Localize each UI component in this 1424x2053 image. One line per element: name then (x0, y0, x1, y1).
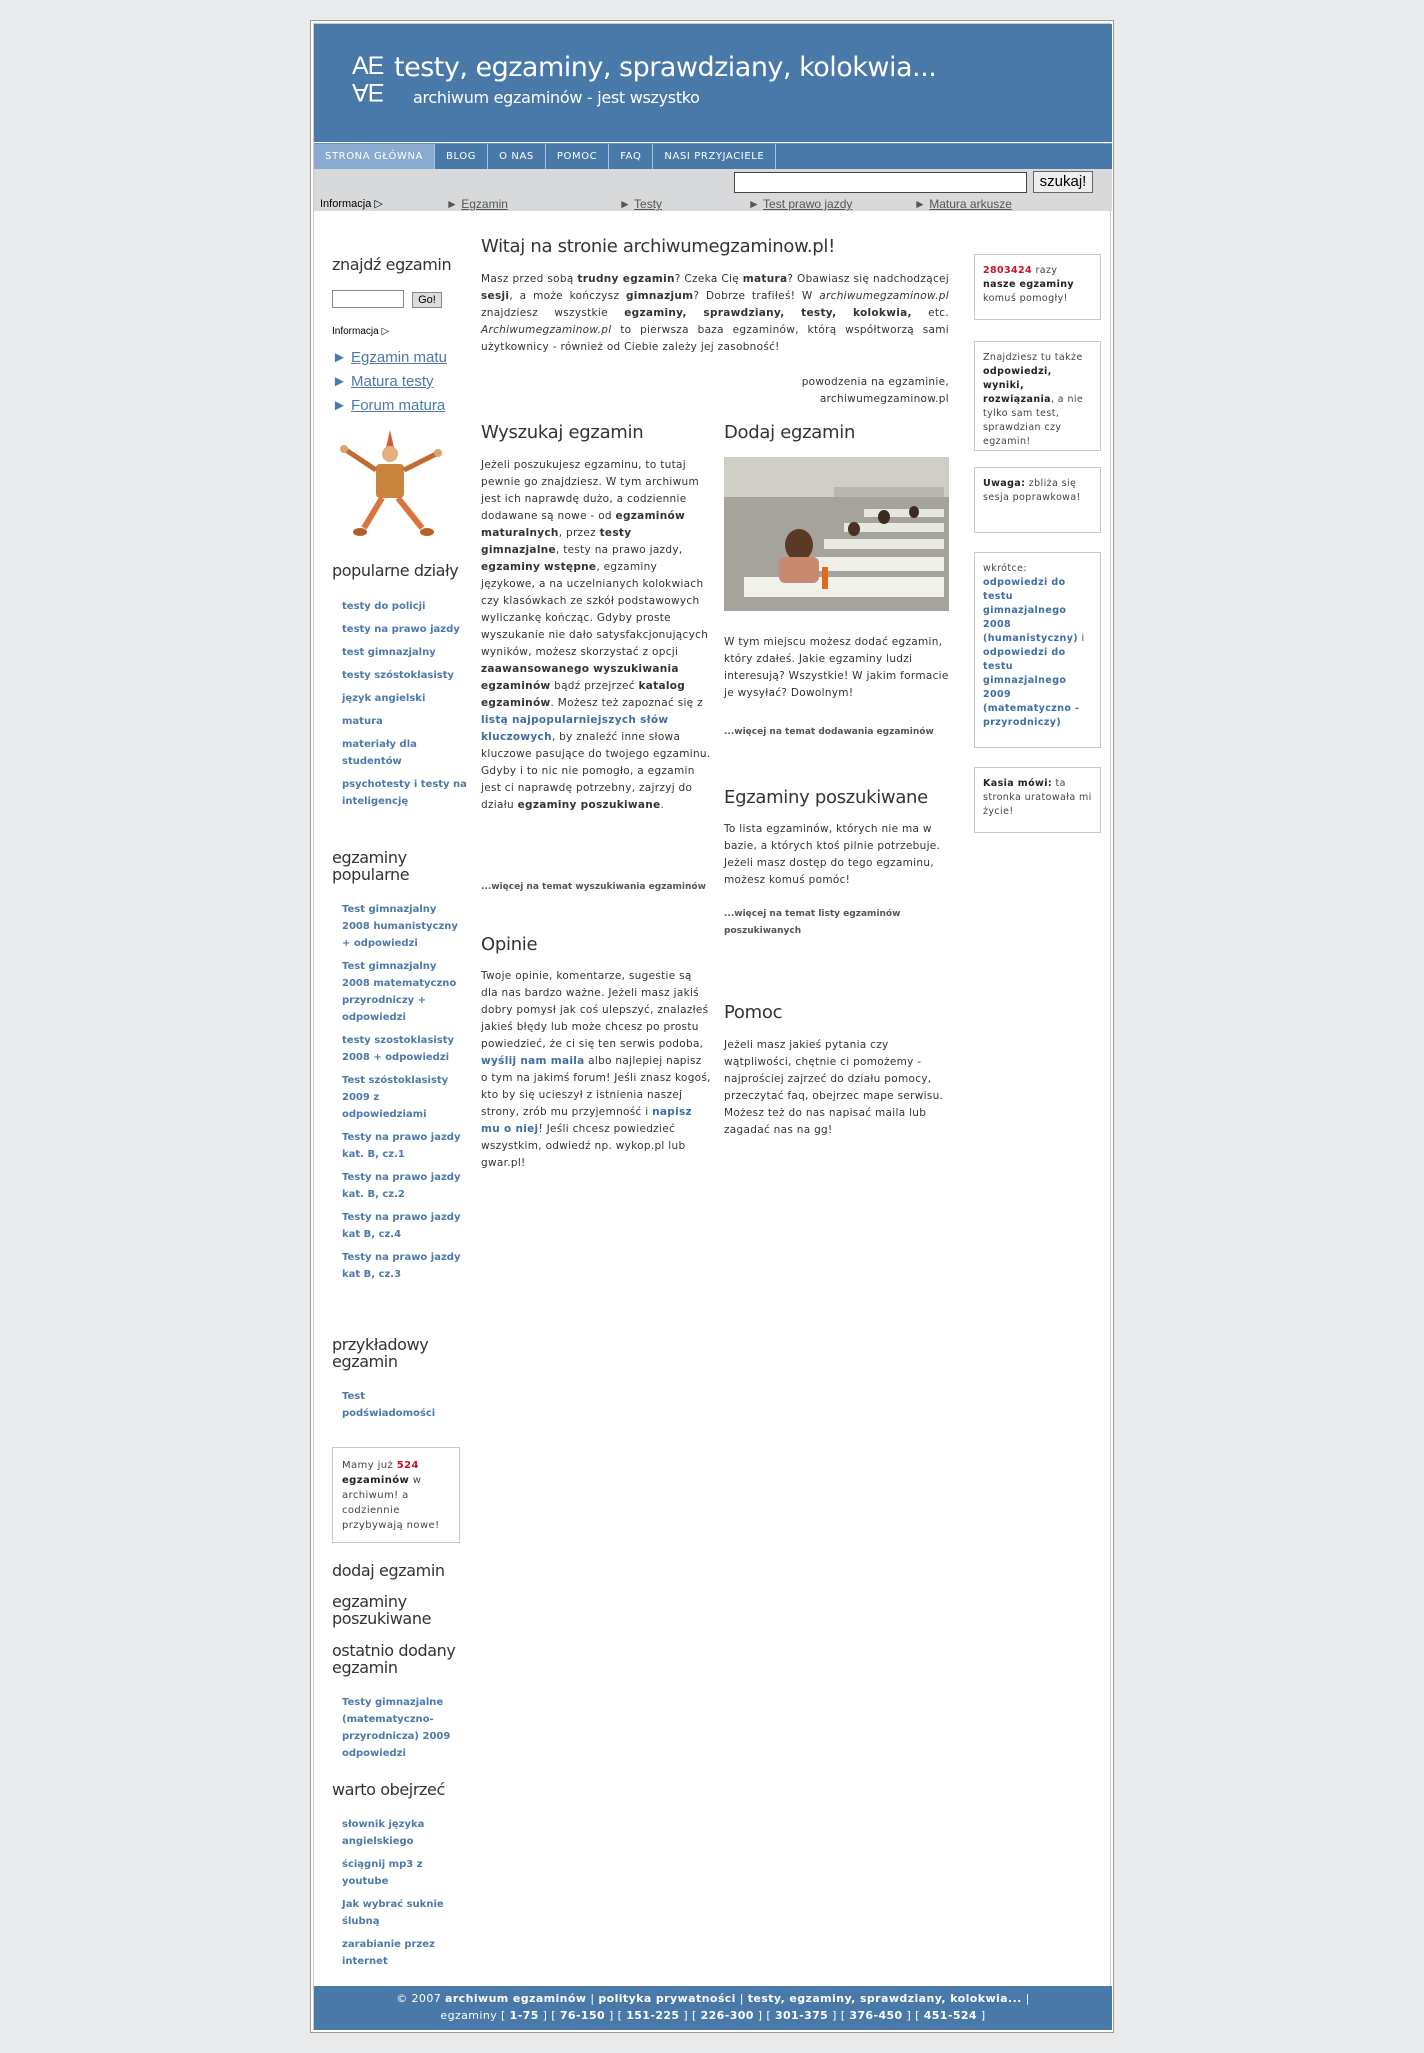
help-count-box: 2803424 razy nasze egzaminy komuś pomogły! (974, 254, 1101, 320)
nav-tab-friends[interactable]: NASI PRZYJACIELE (653, 144, 776, 169)
arrow-icon: ► (914, 197, 926, 211)
help-count: 2803424 (983, 265, 1033, 276)
worth-seeing-link[interactable]: ściągnij mp3 z youtube (342, 1859, 423, 1887)
add-more-link[interactable]: ...więcej na temat dodawania egzaminów (724, 727, 934, 737)
search-exam-title: Wyszukaj egzamin (481, 422, 644, 443)
popular-exam-link[interactable]: Test gimnazjalny 2008 matematyczno przyrodniczy + odpowiedzi (342, 961, 457, 1023)
opinions-text: Twoje opinie, komentarze, sugestie są dla nas bardzo ważne. Jeżeli masz jakiś dobry pomysł jak coś ulepszyć, znalazłeś jakieś błędy lub może chcesz po prostu powiedzieć, że ci się ten serwis podoba, wyślij nam maila albo najlepiej napisz o tym na jakimś forum! Jeśli znasz kogoś, kto by się ucieszył z istnienia naszej strony, zrób mu przyjemność i napisz mu o niej! Jeśli chcesz powiedzieć wszystkim, odwiedź np. wykop.pl lub gwar.pl! (481, 970, 711, 1169)
coming-soon-link[interactable]: odpowiedzi do testu gimnazjalnego 2008 (humanistyczny) (983, 577, 1079, 644)
left-info-label[interactable]: Informacja ▷ (332, 326, 390, 337)
footer-link-privacy[interactable]: polityka prywatności (598, 1992, 736, 2005)
search-bar (314, 169, 1112, 211)
popular-exam-link[interactable]: Test szóstoklasisty 2009 z odpowiedziami (342, 1075, 449, 1120)
nav-tab-home[interactable]: STRONA GŁÓWNA (314, 144, 435, 169)
popular-section-link[interactable]: testy na prawo jazdy (342, 624, 460, 635)
footer-range-link[interactable]: 1-75 (509, 2009, 539, 2022)
example-exam-link[interactable]: Test podświadomości (342, 1391, 436, 1419)
popular-section-link[interactable]: test gimnazjalny (342, 647, 436, 658)
opinions-title: Opinie (481, 934, 538, 955)
page-inner (313, 23, 1111, 2030)
testimonial-box: Kasia mówi: ta stronka uratowała mi życie! (974, 767, 1101, 833)
popular-exams-list (332, 901, 467, 1283)
search-button[interactable]: szukaj! (1033, 171, 1093, 193)
find-exam-heading: znajdź egzamin (332, 255, 452, 274)
coming-soon-link[interactable]: odpowiedzi do testu gimnazjalnego 2009 (matematyczno - przyrodniczy) (983, 647, 1080, 728)
nav-tab-blog[interactable]: BLOG (435, 144, 488, 169)
arrow-icon: ► (619, 197, 631, 211)
example-exam-list (332, 1388, 457, 1422)
popular-exams-heading: egzaminy popularne (332, 848, 410, 884)
find-exam-go-button[interactable]: Go! (412, 292, 442, 308)
nav-tab-about[interactable]: O NAS (488, 144, 546, 169)
arrow-icon: ► (332, 373, 347, 390)
coming-soon-box: wkrótce: odpowiedzi do testu gimnazjalnego 2008 (humanistyczny) i odpowiedzi do testu gimnazjalnego 2009 (matematyczno - przyrodniczy) (974, 552, 1101, 748)
worth-seeing-heading: warto obejrzeć (332, 1780, 445, 1799)
popular-sections-heading: popularne działy (332, 561, 459, 580)
site-title: testy, egzaminy, sprawdziany, kolokwia... (394, 52, 937, 83)
footer-link-tests[interactable]: testy, egzaminy, sprawdziany, kolokwia... (747, 1992, 1022, 2005)
welcome-text: Masz przed sobą trudny egzamin? Czeka Cię matura? Obawiasz się nadchodzącej sesji, a może kończysz gimnazjum? Dobrze trafiłeś! W archiwumegzaminow.pl znajdziesz wszystkie egzaminy, sprawdziany, testy, kolokwia, etc. Archiwumegzaminow.pl to pierwsza baza egzaminów, którą współtworzą sami użytkownicy - również od Ciebie zależy jej zasobność! (481, 273, 949, 353)
footer-range-link[interactable]: 451-524 (923, 2009, 977, 2022)
wooden-puppet-image (332, 424, 457, 549)
blue-link-egzamin-matu[interactable]: ► Egzamin matu (332, 349, 447, 366)
page-frame (310, 20, 1114, 2033)
worth-seeing-list (332, 1816, 457, 1970)
arrow-icon: ► (446, 197, 458, 211)
footer-range-link[interactable]: 376-450 (849, 2009, 903, 2022)
welcome-signature: powodzenia na egzaminie, archiwumegzaminow.pl (801, 376, 949, 405)
footer-range-link[interactable]: 301-375 (774, 2009, 829, 2022)
help-text: Jeżeli masz jakieś pytania czy wątpliwości, chętnie ci pomożemy - najprościej zajrzeć do działu pomocy, przeczytać faq, obejrzec mape serwisu. Możesz też do nas napisać maila lub zagadać nas na gg! (724, 1039, 944, 1136)
main-nav (314, 143, 1112, 169)
popular-section-link[interactable]: matura (342, 716, 383, 727)
add-exam-heading[interactable]: dodaj egzamin (332, 1561, 445, 1580)
popular-sections-list (332, 598, 467, 810)
arrow-icon: ► (332, 349, 347, 366)
footer-line-2: egzaminy [ 1-75 ] [ 76-150 ] [ 151-225 ] [ 226-300 ] [ 301-375 ] [ 376-450 ] [ 451-524 ] (440, 2009, 986, 2022)
exam-count: 524 (396, 1460, 419, 1471)
site-subtitle: archiwum egzaminów - jest wszystko (413, 88, 700, 107)
help-title: Pomoc (724, 1002, 783, 1023)
nav-tab-help[interactable]: POMOC (546, 144, 609, 169)
find-exam-input[interactable] (332, 290, 404, 308)
blue-link-matura-testy[interactable]: ► Matura testy (332, 373, 434, 390)
example-exam-heading: przykładowy egzamin (332, 1335, 429, 1371)
footer-link-archive[interactable]: archiwum egzaminów (445, 1992, 587, 2005)
footer-range-link[interactable]: 226-300 (700, 2009, 754, 2022)
exam-count-box: Mamy już 524 egzaminów w archiwum! a codziennie przybywają nowe! (332, 1447, 460, 1543)
worth-seeing-link[interactable]: zarabianie przez internet (342, 1939, 435, 1967)
wanted-exams-heading[interactable]: egzaminy poszukiwane (332, 1592, 432, 1628)
worth-seeing-link[interactable]: słownik języka angielskiego (342, 1819, 425, 1847)
footer-range-link[interactable]: 76-150 (559, 2009, 606, 2022)
popular-exam-link[interactable]: Testy na prawo jazdy kat. B, cz.2 (342, 1172, 461, 1200)
bar-link-testy[interactable]: ► Testy (619, 197, 663, 211)
popular-exam-link[interactable]: Testy na prawo jazdy kat B, cz.4 (342, 1212, 461, 1240)
add-exam-text: W tym miejscu możesz dodać egzamin, który zdałeś. Jakie egzaminy ludzi interesują? Wszystkie! W jakim formacie je wysyłać? Dowolnym! (724, 636, 949, 699)
wanted-exams-title: Egzaminy poszukiwane (724, 787, 928, 808)
logo-bottom-mirrored: AE (352, 78, 384, 106)
popular-section-link[interactable]: materiały dla studentów (342, 739, 417, 767)
worth-seeing-link[interactable]: Jak wybrać suknie ślubną (342, 1899, 444, 1927)
popular-exam-link[interactable]: Testy na prawo jazdy kat B, cz.3 (342, 1252, 461, 1280)
popular-exam-link[interactable]: Test gimnazjalny 2008 humanistyczny + odpowiedzi (342, 904, 458, 949)
footer-line-1: © 2007 archiwum egzaminów | polityka prywatności | testy, egzaminy, sprawdziany, kolokwia... | (396, 1992, 1030, 2005)
site-logo[interactable] (352, 54, 392, 106)
popular-section-link[interactable]: testy szóstoklasisty (342, 670, 454, 681)
welcome-title: Witaj na stronie archiwumegzaminow.pl! (481, 236, 836, 257)
site-header (314, 24, 1112, 142)
popular-exam-link[interactable]: testy szostoklasisty 2008 + odpowiedzi (342, 1035, 454, 1063)
answers-info-box: Znajdziesz tu także odpowiedzi, wyniki, rozwiązania, a nie tylko sam test, sprawdzian czy egzamin! (974, 341, 1101, 451)
logo-top: AE (352, 52, 384, 80)
search-more-link[interactable]: ...więcej na temat wyszukiwania egzaminów (481, 882, 706, 892)
popular-exam-link[interactable]: Testy na prawo jazdy kat. B, cz.1 (342, 1132, 461, 1160)
bar-link-egzamin[interactable]: ► Egzamin (446, 197, 508, 211)
wanted-more-link[interactable]: ...więcej na temat listy egzaminów poszukiwanych (724, 909, 901, 936)
info-label[interactable]: Informacja ▷ (320, 198, 383, 210)
popular-section-link[interactable]: psychotesty i testy na inteligencję (342, 779, 467, 807)
popular-section-link[interactable]: język angielski (342, 693, 426, 704)
wanted-exams-text: To lista egzaminów, których nie ma w bazie, a których ktoś pilnie potrzebuje. Jeżeli masz dostęp do tego egzaminu, możesz komuś pomóc! (724, 823, 941, 886)
bar-link-matura[interactable]: ► Matura arkusze (914, 197, 1012, 211)
search-exam-text: Jeżeli poszukujesz egzaminu, to tutaj pewnie go znajdziesz. W tym archiwum jest ich naprawdę dużo, a codziennie dodawane są nowe - od egzaminów maturalnych, przez testy gimnazjalne, testy na prawo jazdy, egzaminy wstępne, egzaminy językowe, a na uczelnianych kolokwiach czy klasówkach ze szkół podstawowych wyliczankę kończąc. Gdyby proste wyszukanie nie dało satysfakcjonujących wyników, możesz skorzystać z opcji zaawansowanego wyszukiwania egzaminów bądź przejrzeć katalog egzaminów. Możesz też zapoznać się z listą najpopularniejszych słów kluczowych, by znaleźć inne słowa kluczowe pasujące do twojego egzaminu. Gdyby i to nic nie pomogło, a egzamin jest ci naprawdę potrzebny, zajrzyj do działu egzaminy poszukiwane. (481, 459, 711, 811)
recent-exam-link[interactable]: Testy gimnazjalne (matematyczno-przyrodnicza) 2009 odpowiedzi (342, 1697, 451, 1759)
popular-section-link[interactable]: testy do policji (342, 601, 426, 612)
site-footer (314, 1986, 1112, 2030)
search-input[interactable] (734, 172, 1027, 193)
recent-exam-heading: ostatnio dodany egzamin (332, 1641, 456, 1677)
warning-box: Uwaga: zbliża się sesja poprawkowa! (974, 467, 1101, 533)
add-exam-title: Dodaj egzamin (724, 422, 856, 443)
blue-link-forum-matura[interactable]: ► Forum matura (332, 397, 446, 414)
arrow-icon: ► (748, 197, 760, 211)
nav-tab-faq[interactable]: FAQ (609, 144, 653, 169)
footer-range-link[interactable]: 151-225 (626, 2009, 680, 2022)
arrow-icon: ► (332, 397, 347, 414)
bar-link-prawo-jazdy[interactable]: ► Test prawo jazdy (748, 197, 853, 211)
exam-hall-photo (724, 457, 949, 611)
recent-exam-list (332, 1694, 457, 1762)
